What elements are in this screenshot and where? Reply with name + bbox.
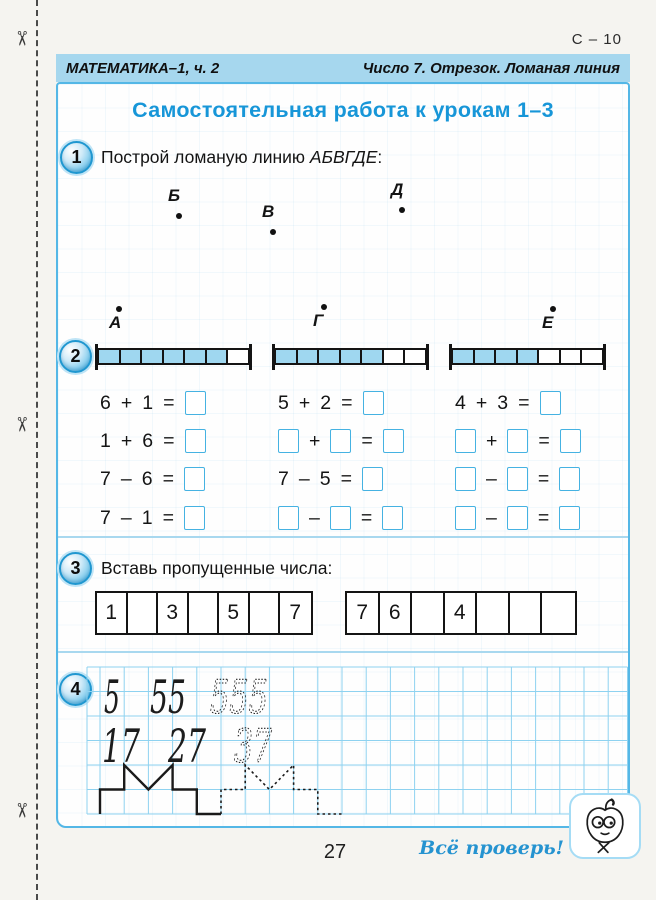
- line-point-label: Е: [542, 313, 554, 332]
- trace-digit-dotted[interactable]: 555: [210, 670, 268, 724]
- equation: [455, 466, 580, 492]
- equals-sign: =: [162, 506, 174, 529]
- segment-strip: [97, 348, 250, 365]
- equation: [278, 390, 384, 416]
- strip-cell: [142, 350, 164, 363]
- trace-digit-solid: 5: [104, 670, 120, 724]
- section-divider: [58, 536, 628, 538]
- operator: +: [486, 429, 498, 452]
- number-cell: 6: [380, 593, 413, 633]
- operand-number: 5: [278, 391, 289, 414]
- missing-number-cell[interactable]: [412, 593, 445, 633]
- task-number-badge: 3: [59, 552, 92, 585]
- answer-box[interactable]: [507, 467, 528, 491]
- worksheet-code: С – 10: [571, 31, 622, 48]
- answer-box[interactable]: [184, 506, 205, 530]
- line-point-dot: [399, 207, 405, 213]
- strip-cell: [99, 350, 121, 363]
- section-divider: [58, 651, 628, 653]
- strip-cell: [121, 350, 143, 363]
- trace-digit-solid: 27: [167, 719, 207, 773]
- equals-sign: =: [340, 467, 352, 490]
- number-cell: 7: [347, 593, 380, 633]
- apple-mascot-icon: [582, 797, 628, 855]
- strip-cell: [319, 350, 341, 363]
- line-point-dot: [270, 229, 276, 235]
- operator: +: [120, 391, 133, 414]
- answer-box[interactable]: [278, 506, 299, 530]
- line-point-dot: [116, 306, 122, 312]
- strip-cell: [405, 350, 425, 363]
- strip-cell: [561, 350, 583, 363]
- answer-box[interactable]: [184, 467, 205, 491]
- strip-cell: [453, 350, 475, 363]
- operand-number: 3: [497, 391, 509, 414]
- answer-box[interactable]: [382, 506, 403, 530]
- strip-cell: [582, 350, 602, 363]
- task1-prompt-suffix: :: [377, 147, 383, 167]
- equals-sign: =: [360, 506, 373, 529]
- answer-box[interactable]: [383, 429, 404, 453]
- operand-number: 2: [320, 391, 332, 414]
- operator: –: [120, 506, 132, 529]
- line-point-dot: [321, 304, 327, 310]
- equals-sign: =: [518, 391, 530, 414]
- equals-sign: =: [361, 429, 373, 452]
- page-title: Самостоятельная работа к урокам 1–3: [132, 98, 554, 122]
- task-number-badge: 2: [59, 340, 92, 373]
- task-number-badge: 1: [60, 141, 93, 174]
- strip-cell: [496, 350, 518, 363]
- answer-box[interactable]: [507, 429, 528, 453]
- number-cell: 4: [445, 593, 478, 633]
- equals-sign: =: [162, 467, 174, 490]
- operand-number: 5: [319, 467, 331, 490]
- number-cell: 1: [97, 593, 128, 633]
- header-subject: МАТЕМАТИКА–1, ч. 2: [66, 59, 220, 77]
- line-point-dot: [176, 213, 182, 219]
- mascot-box: [569, 793, 641, 859]
- answer-box[interactable]: [559, 506, 580, 530]
- operator: +: [309, 429, 321, 452]
- answer-box[interactable]: [330, 506, 351, 530]
- equation: [100, 390, 206, 416]
- scissors-icon: ✂: [9, 416, 32, 433]
- number-strip: [345, 591, 577, 635]
- scissors-icon: ✂: [9, 30, 32, 47]
- missing-number-cell[interactable]: [477, 593, 510, 633]
- answer-box[interactable]: [455, 429, 476, 453]
- strip-cell: [185, 350, 207, 363]
- strip-cell: [276, 350, 298, 363]
- number-strip: [95, 591, 313, 635]
- cut-line: [36, 0, 38, 900]
- answer-box[interactable]: [330, 429, 351, 453]
- answer-box[interactable]: [540, 391, 561, 415]
- operator: –: [486, 506, 497, 529]
- segment-strip: [451, 348, 604, 365]
- task3-prompt: Вставь пропущенные числа:: [101, 558, 333, 578]
- strip-cell: [539, 350, 561, 363]
- handwriting-grid-svg[interactable]: [58, 660, 629, 825]
- operator: –: [486, 467, 497, 490]
- equation: [278, 466, 383, 492]
- equals-sign: =: [163, 429, 175, 452]
- operand-number: 6: [142, 429, 154, 452]
- scissors-icon: ✂: [9, 802, 32, 819]
- equation: [455, 505, 580, 531]
- answer-box[interactable]: [455, 506, 476, 530]
- operator: +: [298, 391, 311, 414]
- equation: [278, 505, 403, 531]
- strip-cell: [298, 350, 320, 363]
- equation: [100, 428, 206, 454]
- operator: –: [298, 467, 310, 490]
- number-cell: 5: [219, 593, 250, 633]
- strip-cell: [518, 350, 540, 363]
- header-topic: Число 7. Отрезок. Ломаная линия: [362, 59, 620, 77]
- task1-prompt-emphasis: АБВГДЕ: [309, 147, 378, 167]
- equals-sign: =: [537, 467, 550, 490]
- operand-number: 1: [141, 506, 153, 529]
- strip-cell: [384, 350, 406, 363]
- equals-sign: =: [163, 391, 175, 414]
- equation: [278, 428, 404, 454]
- strip-cell: [228, 350, 248, 363]
- line-point-label: А: [109, 313, 122, 332]
- answer-box[interactable]: [362, 467, 383, 491]
- header-bar: [56, 54, 630, 82]
- line-point-label: Г: [313, 311, 324, 330]
- task-number-badge: 4: [59, 673, 92, 706]
- operand-number: 6: [141, 467, 153, 490]
- operator: –: [120, 467, 132, 490]
- line-point-dot: [550, 306, 556, 312]
- equation: [100, 466, 205, 492]
- task1-prompt-text: Построй ломаную линию: [101, 147, 306, 167]
- answer-box[interactable]: [278, 429, 299, 453]
- equals-sign: =: [341, 391, 353, 414]
- answer-box[interactable]: [560, 429, 581, 453]
- footer-note: Всё проверь!: [419, 837, 564, 859]
- operand-number: 1: [142, 391, 154, 414]
- strip-cell: [475, 350, 497, 363]
- missing-number-cell[interactable]: [189, 593, 220, 633]
- answer-box[interactable]: [559, 467, 580, 491]
- segment-strip: [274, 348, 427, 365]
- strip-cell: [341, 350, 363, 363]
- line-point-label: Б: [168, 186, 181, 205]
- equation: [455, 390, 561, 416]
- task1-prompt: [101, 147, 382, 168]
- operator: +: [120, 429, 133, 452]
- equation: [100, 505, 205, 531]
- operand-number: 6: [100, 391, 111, 414]
- operand-number: 7: [100, 506, 111, 529]
- trace-digit-solid: 17: [102, 719, 141, 773]
- answer-box[interactable]: [185, 429, 206, 453]
- equals-sign: =: [537, 506, 550, 529]
- missing-number-cell[interactable]: [510, 593, 543, 633]
- number-cell: 7: [289, 601, 302, 624]
- missing-number-cell[interactable]: [128, 593, 159, 633]
- operand-number: 1: [100, 429, 111, 452]
- operator: +: [475, 391, 488, 414]
- operand-number: 7: [100, 467, 111, 490]
- trace-digit-solid: 55: [150, 670, 186, 724]
- operand-number: 4: [455, 391, 466, 414]
- equals-sign: =: [538, 429, 550, 452]
- number-cell: 3: [158, 593, 189, 633]
- trace-digit-dotted[interactable]: 37: [234, 719, 273, 773]
- operand-number: 7: [278, 467, 289, 490]
- strip-cell: [164, 350, 186, 363]
- answer-box[interactable]: [185, 391, 206, 415]
- line-point-label: Д: [391, 180, 404, 199]
- answer-box[interactable]: [455, 467, 476, 491]
- strip-cell: [362, 350, 384, 363]
- answer-box[interactable]: [507, 506, 528, 530]
- missing-number-cell[interactable]: [542, 593, 575, 633]
- equation: [455, 428, 581, 454]
- page-number: 27: [323, 841, 347, 863]
- answer-box[interactable]: [363, 391, 384, 415]
- operator: –: [309, 506, 320, 529]
- line-point-label: В: [262, 202, 275, 221]
- missing-number-cell[interactable]: [250, 593, 281, 633]
- strip-cell: [207, 350, 229, 363]
